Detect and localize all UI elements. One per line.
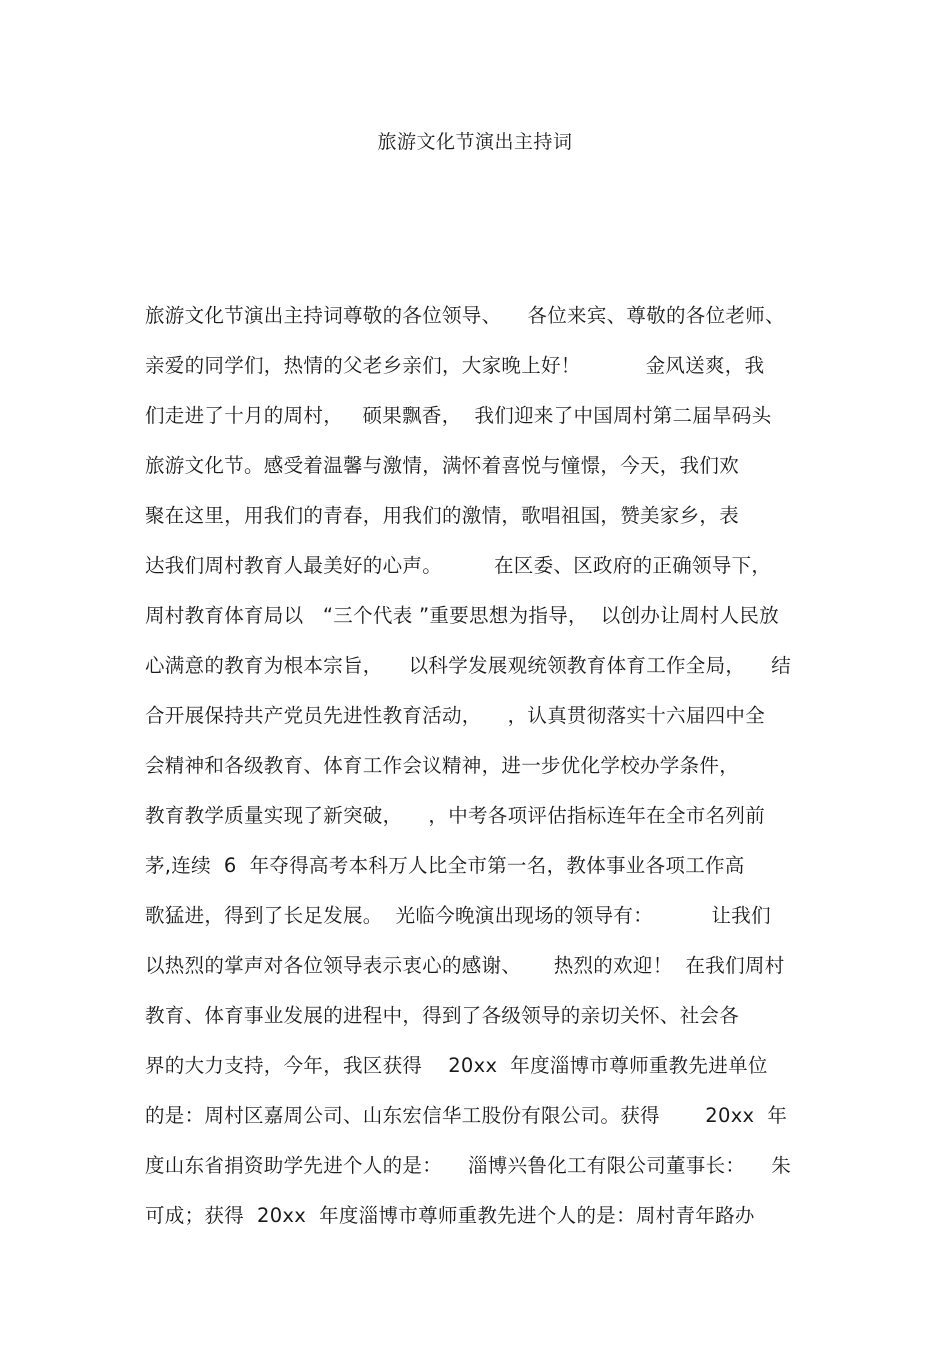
text-line: 们走进了十月的周村， 硕果飘香， 我们迎来了中国周村第二届旱码头 [145, 404, 772, 427]
text-line: 旅游文化节演出主持词尊敬的各位领导、 各位来宾、尊敬的各位老师、 [145, 304, 785, 327]
text-line: 周村教育体育局以 “三个代表 ”重要思想为指导， 以创办让周村人民放 [145, 604, 779, 627]
text-line: 可成；获得 20xx 年度淄博市尊师重教先进个人的是：周村青年路办 [145, 1204, 755, 1227]
text-line: 教育、体育事业发展的进程中，得到了各级领导的亲切关怀、社会各 [145, 1004, 740, 1027]
text-line: 旅游文化节。感受着温馨与激情，满怀着喜悦与憧憬，今天，我们欢 [145, 454, 740, 477]
text-line: 以热烈的掌声对各位领导表示衷心的感谢、 热烈的欢迎！ 在我们周村 [145, 954, 785, 977]
text-line: 心满意的教育为根本宗旨， 以科学发展观统领教育体育工作全局， 结 [145, 654, 791, 677]
text-line: 度山东省捐资助学先进个人的是： 淄博兴鲁化工有限公司董事长： 朱 [145, 1154, 791, 1177]
text-line: 合开展保持共产党员先进性教育活动， ，认真贯彻落实十六届四中全 [145, 704, 765, 727]
text-line: 聚在这里，用我们的青春，用我们的激情，歌唱祖国，赞美家乡，表 [145, 504, 740, 527]
text-line: 会精神和各级教育、体育工作会议精神，进一步优化学校办学条件， [145, 754, 740, 777]
text-line: 界的大力支持，今年，我区获得 20xx 年度淄博市尊师重教先进单位 [145, 1054, 768, 1077]
text-line: 亲爱的同学们，热情的父老乡亲们，大家晚上好！ 金风送爽，我 [145, 354, 765, 377]
text-line: 教育教学质量实现了新突破， ，中考各项评估指标连年在全市名列前 [145, 804, 765, 827]
text-line: 歌猛进，得到了长足发展。 光临今晚演出现场的领导有： 让我们 [145, 904, 771, 927]
document-body [145, 302, 825, 1252]
document-title: 旅游文化节演出主持词 [377, 131, 573, 153]
text-line: 的是：周村区嘉周公司、山东宏信华工股份有限公司。获得 20xx 年 [145, 1104, 788, 1127]
text-line: 茅,连续 6 年夺得高考本科万人比全市第一名，教体事业各项工作高 [145, 854, 745, 877]
text-line: 达我们周村教育人最美好的心声。 在区委、区政府的正确领导下， [145, 554, 772, 577]
